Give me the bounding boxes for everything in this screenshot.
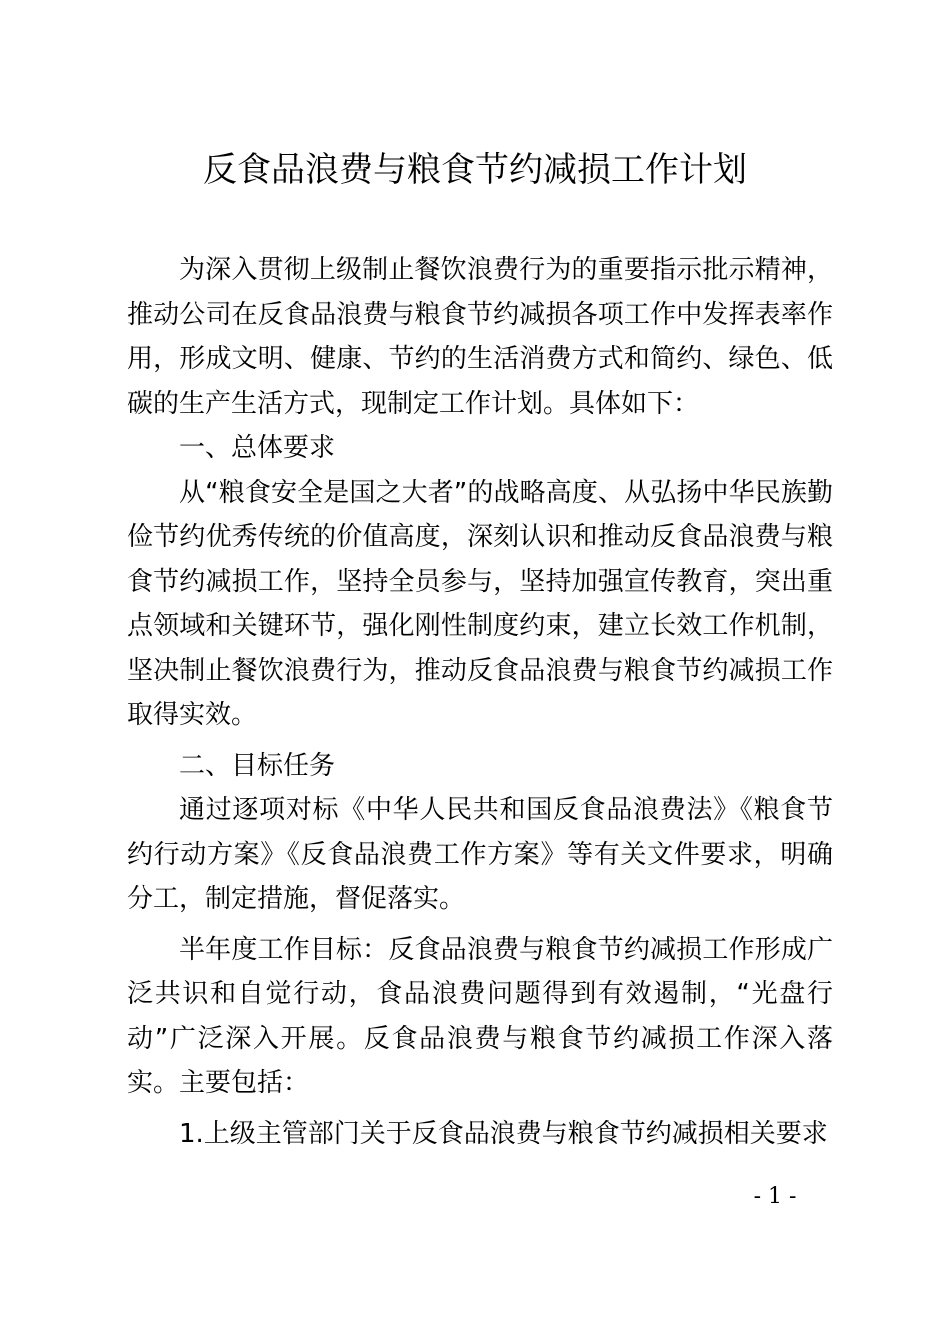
section-heading-general-requirements: 一、总体要求	[179, 433, 336, 463]
section-heading-goals-tasks: 二、目标任务	[179, 750, 336, 781]
half-year-goal-paragraph: 半年度工作目标：反食品浪费与粮食节约减损工作形成广泛共识和自觉行动，食品浪费问题得到有效遏制，“光盘行动”广泛深入开展。反食品浪费与粮食节约减损工作深入落实。主要包括：	[127, 934, 833, 1098]
general-requirements-paragraph: 从“粮食安全是国之大者”的战略高度、从弘扬中华民族勤俭节约优秀传统的价值高度，深刻认识和推动反食品浪费与粮食节约减损工作，坚持全员参与，坚持加强宣传教育，突出重点领域和关键环节，强化刚性制度约束，建立长效工作机制，坚决制止餐饮浪费行为，推动反食品浪费与粮食节约减损工作取得实效。	[127, 477, 833, 730]
document-title: 反食品浪费与粮食节约减损工作计划	[203, 150, 747, 190]
page-number: - 1 -	[753, 1184, 797, 1209]
document-body	[127, 248, 833, 1156]
intro-paragraph: 为深入贯彻上级制止餐饮浪费行为的重要指示批示精神，推动公司在反食品浪费与粮食节约减损各项工作中发挥表率作用，形成文明、健康、节约的生活消费方式和简约、绿色、低碳的生产生活方式，现制定工作计划。具体如下：	[127, 255, 833, 419]
list-item-1: 1.上级主管部门关于反食品浪费与粮食节约减损相关要求	[179, 1118, 828, 1149]
goals-tasks-paragraph: 通过逐项对标《中华人民共和国反食品浪费法》《粮食节约行动方案》《反食品浪费工作方案》等有关文件要求，明确分工，制定措施，督促落实。	[127, 795, 833, 914]
